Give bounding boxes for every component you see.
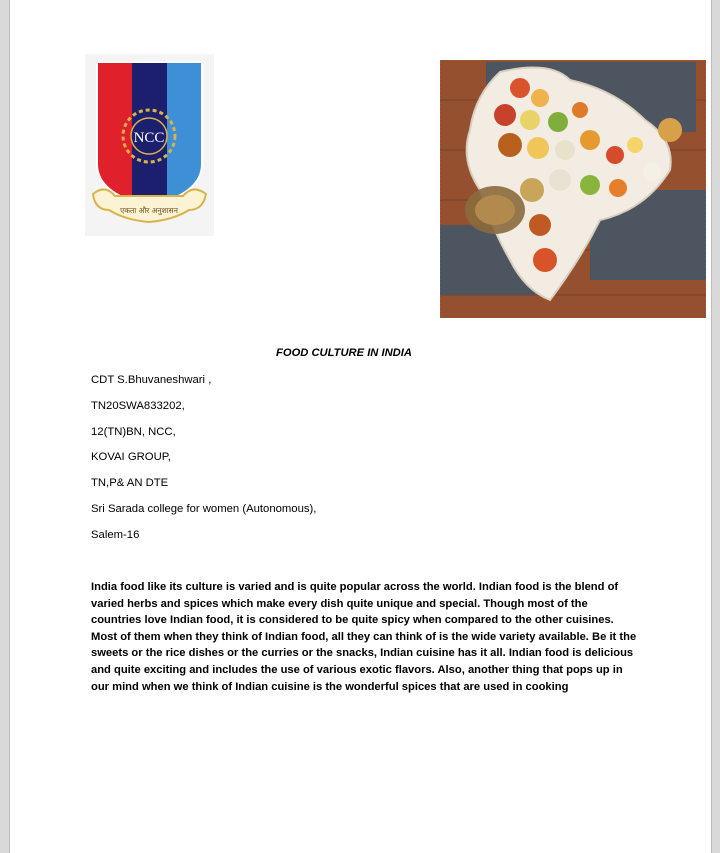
- group: KOVAI GROUP,: [91, 451, 171, 463]
- ncc-logo: [85, 54, 214, 236]
- body-paragraph: India food like its culture is varied and is quite popular across the world. Indian food is the blend of varied herbs and spices which make every dish quite unique and special. Though most of the countries love Indian food, it is considered to be quite spicy when compared to the other cuisines. Most of them when they think of Indian food, all they can think of is the wide variety available. Be it the sweets or the rice dishes or the curries or the snacks, Indian cuisine has it all. Indian food is delicious and quite exciting and includes the use of various exotic flavors. Also, another thing that pops up in our mind when we think of Indian cuisine is the wonderful spices that are used in cooking: [91, 581, 637, 693]
- page-border-left: [9, 0, 10, 853]
- logo-badge-text: NCC: [133, 130, 165, 146]
- page-edge-right: [712, 0, 720, 853]
- indian-food-thali-photo: [440, 60, 706, 318]
- battalion: 12(TN)BN, NCC,: [91, 426, 176, 438]
- logo-motto: एकता और अनुशासन: [120, 206, 178, 215]
- page-border-right: [711, 0, 712, 853]
- directorate: TN,P& AN DTE: [91, 477, 169, 489]
- document-title: FOOD CULTURE IN INDIA: [276, 347, 412, 359]
- college: Sri Sarada college for women (Autonomous),: [91, 503, 317, 515]
- ncc-emblem-icon: [85, 54, 214, 236]
- cadet-number: TN20SWA833202,: [91, 400, 185, 412]
- location: Salem-16: [91, 529, 140, 541]
- page-edge-left: [0, 0, 9, 853]
- author-name: CDT S.Bhuvaneshwari ,: [91, 374, 212, 386]
